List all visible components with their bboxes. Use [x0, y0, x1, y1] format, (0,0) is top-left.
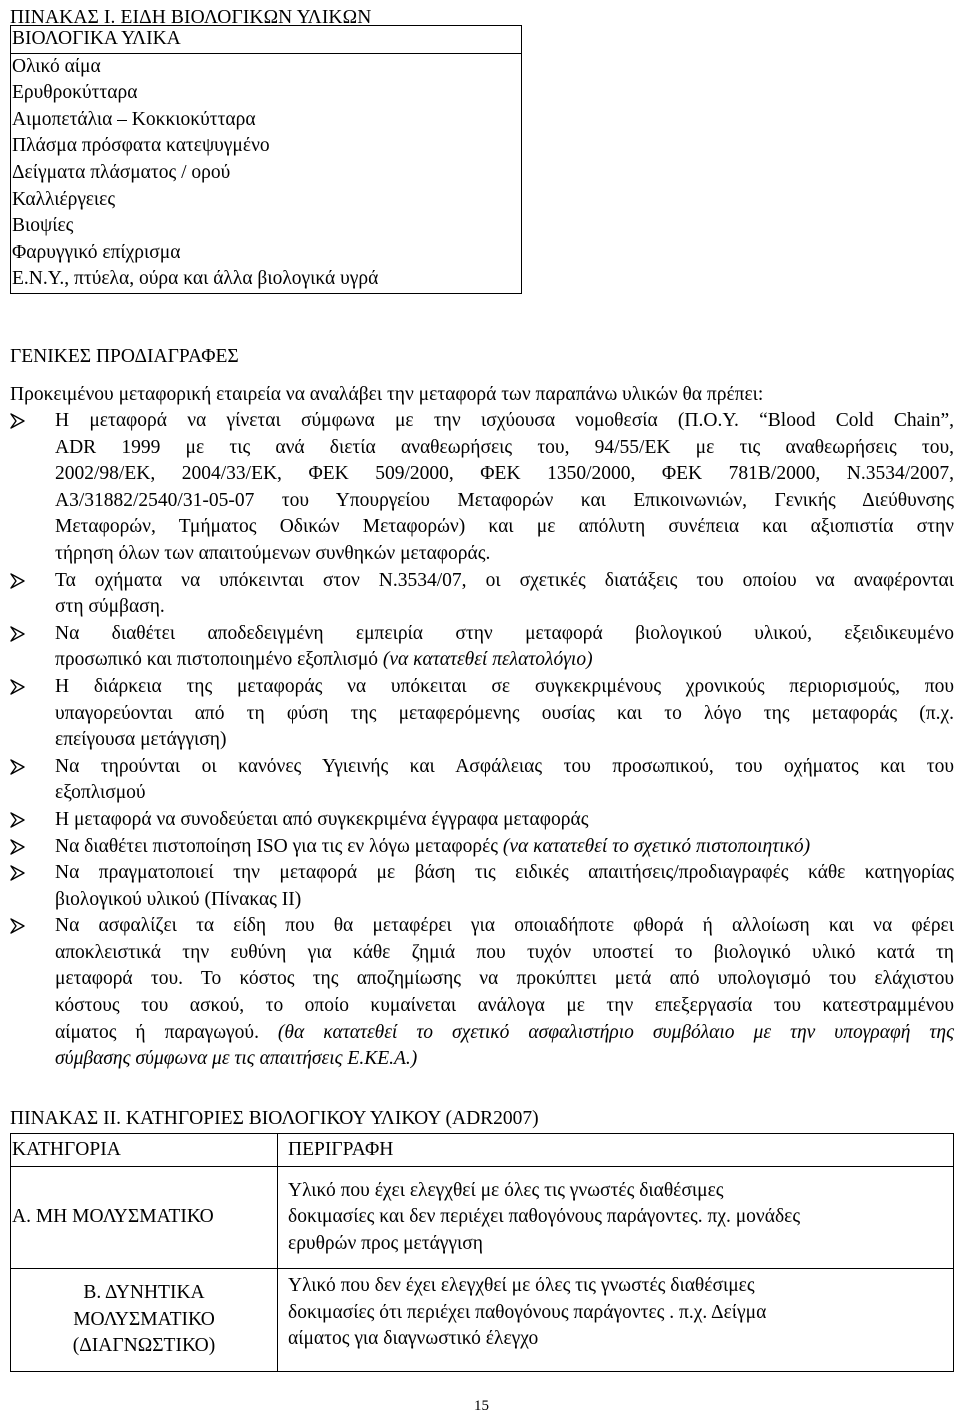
arrowhead-bullet-icon — [10, 679, 25, 695]
requirement-item — [10, 754, 954, 807]
description-line: ερυθρών προς μετάγγιση — [288, 1232, 483, 1254]
requirement-line: μεταφορά του. Το κόστος της αποζημίωσης να προκύπτει μετά από υπολογισμό του ελάχιστου — [55, 968, 954, 990]
table1-item: Ε.Ν.Υ., πτύελα, ούρα και άλλα βιολογικά υγρά — [12, 268, 379, 290]
column-header-category: ΚΑΤΗΓΟΡΙΑ — [11, 1134, 278, 1167]
arrowhead-bullet-icon — [10, 812, 25, 828]
table-row — [11, 1269, 954, 1372]
page-number: 15 — [474, 1398, 489, 1414]
arrowhead-bullet-icon — [10, 759, 25, 775]
description-line: Υλικό που δεν έχει ελεγχθεί με όλες τις γνωστές διαθέσιμες — [288, 1275, 755, 1296]
requirement-line: Να τηρούνται οι κανόνες Υγιεινής και Ασφάλειας του προσωπικού, του οχήματος και του — [55, 755, 954, 777]
requirement-line: Α3/31882/2540/31-05-07 του Υπουργείου Μεταφορών και Επικοινωνιών, Γενικής Διεύθυνσης — [55, 489, 954, 511]
general-specs-heading: ΓΕΝΙΚΕΣ ΠΡΟΔΙΑΓΡΑΦΕΣ — [10, 346, 239, 367]
requirement-text: προσωπικό και πιστοποιημένο εξοπλισμό — [55, 649, 383, 671]
table1-header: ΒΙΟΛΟΓΙΚΑ ΥΛΙΚΑ — [11, 26, 522, 54]
requirement-line: Να πραγματοποιεί την μεταφορά με βάση τις ειδικές απαιτήσεις/προδιαγραφές κάθε κατηγορίας — [55, 862, 954, 884]
general-specs-intro: Προκειμένου μεταφορική εταιρεία να αναλάβει την μεταφορά των παραπάνω υλικών θα πρέπει: — [10, 384, 764, 405]
arrowhead-bullet-icon — [10, 918, 25, 934]
requirement-line: Να διαθέτει αποδεδειγμένη εμπειρία στην μεταφορά βιολογικού υλικού, εξειδικευμένο — [55, 622, 954, 644]
arrowhead-bullet-icon — [10, 573, 25, 589]
requirement-line: κόστους του ασκού, το οποίο κυμαίνεται ανάλογα με την επεξεργασία του κατεστραμμένου — [55, 995, 954, 1017]
requirement-text: αίματος ή παραγωγού. — [55, 1021, 278, 1043]
category-line: Β. ΔΥΝΗΤΙΚΑ — [83, 1282, 205, 1304]
requirement-line: 2002/98/ΕΚ, 2004/33/ΕΚ, ΦΕΚ 509/2000, ΦΕΚ 1350/2000, ΦΕΚ 781Β/2000, Ν.3534/2007, — [55, 463, 954, 485]
table1-item: Ολικό αίμα — [12, 55, 101, 77]
table-row — [11, 1167, 954, 1269]
arrowhead-bullet-icon — [10, 413, 25, 429]
requirement-item — [10, 408, 954, 568]
category-cell — [11, 1269, 278, 1372]
requirements-list — [10, 408, 954, 1073]
requirement-line: Να ασφαλίζει τα είδη που θα μεταφέρει για οποιαδήποτε φθορά ή αλλοίωση και να φέρει — [55, 915, 954, 937]
arrowhead-bullet-icon — [10, 839, 25, 855]
requirement-line: Μεταφορών, Τμήματος Οδικών Μεταφορών) και με απόλυτη συνέπεια και αξιοπιστία στην — [55, 516, 954, 538]
requirement-line — [55, 834, 954, 861]
requirement-item — [10, 860, 954, 913]
requirement-line — [55, 647, 954, 674]
arrowhead-bullet-icon — [10, 865, 25, 881]
requirement-line: υπαγορεύονται από τη φύση της μεταφερόμενης ουσίας και το λόγο της μεταφοράς (π.χ. — [55, 702, 954, 724]
category-line: (ΔΙΑΓΝΩΣΤΙΚΟ) — [72, 1335, 216, 1357]
table1-item: Βιοψίες — [12, 215, 74, 237]
requirement-item — [10, 674, 954, 754]
requirement-note: (να κατατεθεί το σχετικό πιστοποιητικό) — [502, 835, 811, 857]
requirement-line — [55, 1020, 954, 1047]
requirement-line: Η μεταφορά να συνοδεύεται από συγκεκριμένα έγγραφα μεταφοράς — [55, 808, 589, 830]
table1-item: Αιμοπετάλια – Κοκκιοκύτταρα — [12, 108, 256, 130]
biological-categories-table — [10, 1133, 954, 1372]
requirement-line: Τα οχήματα να υπόκεινται στον Ν.3534/07, οι σχετικές διατάξεις του οποίου να αναφέρονται — [55, 569, 954, 591]
requirement-line: επείγουσα μετάγγιση) — [55, 729, 227, 751]
requirement-line: Η διάρκεια της μεταφοράς να υπόκειται σε συγκεκριμένους χρονικούς περιορισμούς, που — [55, 675, 954, 697]
description-cell — [278, 1269, 954, 1372]
requirement-item — [10, 568, 954, 621]
arrowhead-bullet-icon — [10, 626, 25, 642]
description-cell — [278, 1167, 954, 1269]
table1-item: Ερυθροκύτταρα — [12, 82, 138, 104]
requirement-line: εξοπλισμού — [55, 782, 146, 804]
category-line: ΜΟΛΥΣΜΑΤΙΚΟ — [73, 1308, 215, 1330]
table1-item: Καλλιέργειες — [12, 188, 116, 210]
table1-item: Πλάσμα πρόσφατα κατεψυγμένο — [12, 135, 270, 157]
requirement-line: βιολογικού υλικού (Πίνακας ΙΙ) — [55, 888, 302, 910]
biological-materials-table — [10, 25, 522, 294]
requirement-note: σύμβασης σύμφωνα με τις απαιτήσεις Ε.ΚΕ.Α.) — [55, 1048, 418, 1070]
requirement-item — [10, 621, 954, 674]
description-line: δοκιμασίες και δεν περιέχει παθογόνους παράγοντες. πχ. μονάδες — [288, 1206, 801, 1228]
requirement-item — [10, 807, 954, 834]
requirement-item — [10, 834, 954, 861]
table1-item: Φαρυγγικό επίχρισμα — [12, 241, 181, 263]
requirement-line: ADR 1999 με τις ανά διετία αναθεωρήσεις του, 94/55/ΕΚ με τις αναθεωρήσεις του, — [55, 436, 954, 458]
requirement-text: Να διαθέτει πιστοποίηση ISO για τις εν λόγω μεταφορές — [55, 835, 503, 857]
requirement-line: στη σύμβαση. — [55, 596, 165, 618]
description-line: αίματος για διαγνωστικό έλεγχο — [288, 1328, 539, 1350]
description-line: Υλικό που έχει ελεγχθεί με όλες τις γνωστές διαθέσιμες — [288, 1179, 724, 1201]
table1-title: ΠΙΝΑΚΑΣ Ι. ΕΙΔΗ ΒΙΟΛΟΓΙΚΩΝ ΥΛΙΚΩΝ — [10, 7, 372, 28]
requirement-line: αποκλειστικά την ευθύνη για κάθε ζημιά που τυχόν υποστεί το βιολογικό υλικό κατά τη — [55, 941, 954, 963]
requirement-line: Η μεταφορά να γίνεται σύμφωνα με την ισχύουσα νομοθεσία (Π.Ο.Υ. “Blood Cold Chain”, — [55, 410, 954, 431]
category-cell: Α. ΜΗ ΜΟΛΥΣΜΑΤΙΚΟ — [11, 1167, 278, 1269]
column-header-description: ΠΕΡΙΓΡΑΦΗ — [278, 1134, 954, 1167]
requirement-note: (θα κατατεθεί το σχετικό ασφαλιστήριο συμβόλαιο με την υπογραφή της — [277, 1021, 954, 1043]
requirement-note: (να κατατεθεί πελατολόγιο) — [382, 649, 593, 671]
table1-item: Δείγματα πλάσματος / ορού — [12, 161, 231, 183]
description-line: δοκιμασίες ότι περιέχει παθογόνους παράγοντες . π.χ. Δείγμα — [288, 1301, 767, 1323]
requirement-item — [10, 913, 954, 1073]
table2-title: ΠΙΝΑΚΑΣ ΙΙ. ΚΑΤΗΓΟΡΙΕΣ ΒΙΟΛΟΓΙΚΟΥ ΥΛΙΚΟΥ (ADR2007) — [10, 1108, 539, 1129]
requirement-line: τήρηση όλων των απαιτούμενων συνθηκών μεταφοράς. — [55, 542, 491, 564]
